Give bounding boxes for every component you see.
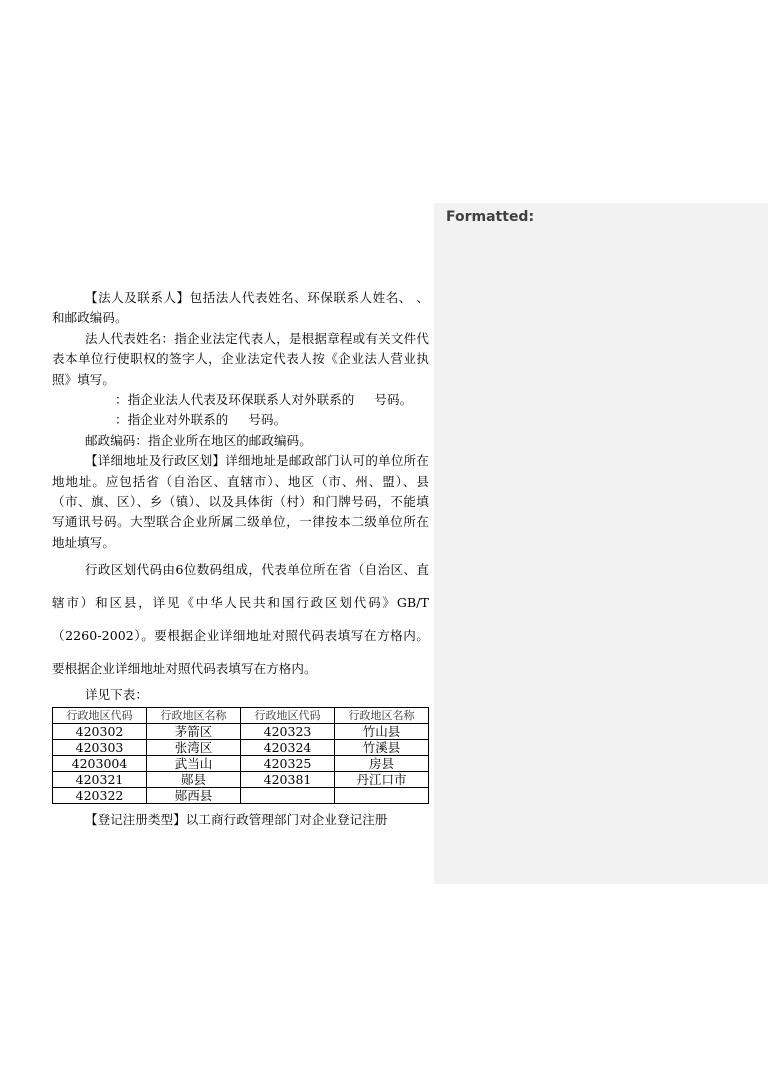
paragraph-legal-contact: 【法人及联系人】包括法人代表姓名、环保联系人姓名、 、和邮政编码。 <box>52 290 429 326</box>
paragraph-address: 【详细地址及行政区划】详细地址是邮政部门认可的单位所在地地址。应包括省（自治区、直辖市）、地区（市、州、盟）、县（市、旗、区）、乡（镇）、以及具体街（村）和门牌号码，不能填写通讯号码。大型联合企业所属二级单位，一律按本二级单位所在地址填写。 <box>52 453 429 550</box>
table-cell: 4203004 <box>53 755 147 771</box>
table-row <box>53 755 429 771</box>
region-code-table <box>52 707 429 804</box>
phone-text-a: ：指企业法人代表及环保联系人对外联系的 <box>115 392 355 408</box>
paragraph-phone <box>52 390 429 410</box>
comment-pane-title: Formatted: <box>446 209 535 225</box>
table-header-cell: 行政地区代码 <box>241 707 335 723</box>
fax-text-b: 号码。 <box>248 412 287 428</box>
table-row <box>53 723 429 739</box>
table-cell: 420324 <box>241 739 335 755</box>
table-cell: 竹山县 <box>335 723 429 739</box>
table-cell: 420302 <box>53 723 147 739</box>
paragraph-registration-type: 【登记注册类型】以工商行政管理部门对企业登记注册 <box>85 811 388 827</box>
table-cell: 420321 <box>53 771 147 787</box>
paragraph-fax <box>52 410 429 430</box>
table-cell: 张湾区 <box>147 739 241 755</box>
paragraph-postcode: 邮政编码：指企业所在地区的邮政编码。 <box>85 432 312 448</box>
paragraph-region-code: 行政区划代码由6位数码组成，代表单位所在省（自治区、直辖市）和区县，详见《中华人民共和国行政区划代码》GB/T（2260-2002）。要根据企业详细地址对照代码表填写在方格内。要根据企业详细地址对照代码表填写在方格内。 <box>52 562 429 677</box>
phone-text-b: 号码。 <box>374 392 413 408</box>
paragraph-see-table: 详见下表： <box>85 687 149 703</box>
table-cell: 420323 <box>241 723 335 739</box>
table-cell: 郧西县 <box>147 787 241 803</box>
table-cell: 茅箭区 <box>147 723 241 739</box>
table-header-cell: 行政地区代码 <box>53 707 147 723</box>
table-header-row <box>53 707 429 723</box>
table-cell: 竹溪县 <box>335 739 429 755</box>
table-cell: 武当山 <box>147 755 241 771</box>
table-cell: 420303 <box>53 739 147 755</box>
document-body <box>52 288 429 830</box>
paragraph-legal-rep: 法人代表姓名：指企业法定代表人，是根据章程或有关文件代表本单位行使职权的签字人，企业法定代表人按《企业法人营业执照》填写。 <box>52 330 429 387</box>
table-row <box>53 739 429 755</box>
table-cell: 420325 <box>241 755 335 771</box>
table-cell: 郧县 <box>147 771 241 787</box>
table-cell <box>335 787 429 803</box>
comment-pane <box>434 203 768 884</box>
table-row <box>53 771 429 787</box>
table-cell: 丹江口市 <box>335 771 429 787</box>
table-row <box>53 787 429 803</box>
table-cell <box>241 787 335 803</box>
table-header-cell: 行政地区名称 <box>335 707 429 723</box>
table-cell: 420322 <box>53 787 147 803</box>
table-header-cell: 行政地区名称 <box>147 707 241 723</box>
table-cell: 房县 <box>335 755 429 771</box>
table-cell: 420381 <box>241 771 335 787</box>
fax-text-a: ：指企业对外联系的 <box>115 412 229 428</box>
